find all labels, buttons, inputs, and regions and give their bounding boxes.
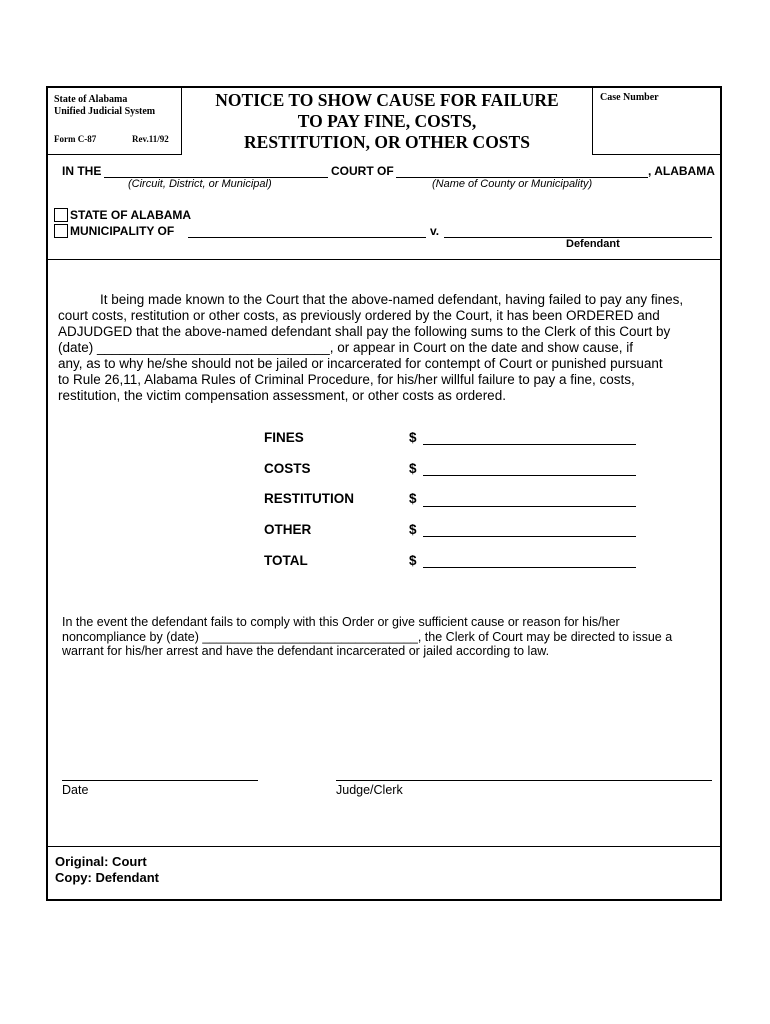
fines-amount-field[interactable]: [423, 444, 636, 445]
title-line-2: TO PAY FINE, COSTS,: [297, 111, 477, 131]
municipality-field[interactable]: [188, 237, 426, 238]
paragraph-line: ADJUDGED that the above-named defendant shall pay the following sums to the Clerk of this Court by: [58, 324, 671, 339]
court-of-label: COURT OF: [331, 164, 394, 178]
notice-paragraph: [62, 615, 722, 659]
header-bottom-rule-right: [592, 154, 720, 155]
paragraph-line: any, as to why he/she should not be jailed or incarcerated for contempt of Court or punished pursuant: [58, 356, 663, 371]
form-revision: Rev.11/92: [132, 134, 169, 144]
title-line-1: NOTICE TO SHOW CAUSE FOR FAILURE: [215, 90, 559, 110]
total-currency: $: [409, 553, 417, 568]
header-bottom-rule: [48, 154, 182, 155]
other-amount-field[interactable]: [423, 536, 636, 537]
other-currency: $: [409, 522, 417, 537]
case-number-label: Case Number: [600, 92, 659, 103]
paragraph-line: (date) _______________________________, or appear in Court on the date and show cause, if: [58, 340, 633, 355]
state-option-label: STATE OF ALABAMA: [70, 208, 192, 222]
notice-line: noncompliance by (date) _______________________________, the Clerk of Court may be directed to issue a: [62, 629, 673, 644]
form-title: [182, 90, 592, 153]
distribution-rule: [48, 846, 720, 847]
case-number-field[interactable]: [596, 108, 716, 150]
paragraph-line: It being made known to the Court that the above-named defendant, having failed to pay any fines,: [100, 292, 684, 307]
total-label: TOTAL: [264, 553, 308, 568]
fines-currency: $: [409, 430, 417, 445]
header-divider-right: [592, 88, 593, 154]
total-amount-field[interactable]: [423, 567, 636, 568]
costs-currency: $: [409, 461, 417, 476]
title-line-3: RESTITUTION, OR OTHER COSTS: [244, 132, 530, 152]
date-label: Date: [62, 783, 89, 797]
agency-line-2: Unified Judicial System: [54, 106, 156, 117]
versus-label: v.: [430, 224, 440, 238]
costs-label: COSTS: [264, 461, 311, 476]
restitution-currency: $: [409, 491, 417, 506]
notice-line: warrant for his/her arrest and have the defendant incarcerated or jailed according to law.: [62, 644, 550, 658]
paragraph-line: court costs, restitution or other costs, as previously ordered by the Court, it has been ORDERED and: [58, 308, 660, 323]
municipality-option-label: MUNICIPALITY OF: [70, 224, 175, 238]
caption-bottom-rule: [48, 259, 720, 260]
court-type-caption: (Circuit, District, or Municipal): [128, 178, 272, 190]
municipality-checkbox[interactable]: [54, 224, 68, 238]
judge-signature-line[interactable]: [336, 780, 712, 781]
county-caption: (Name of County or Municipality): [432, 178, 593, 190]
other-label: OTHER: [264, 522, 312, 537]
date-signature-line[interactable]: [62, 780, 258, 781]
form-number: Form C-87: [54, 134, 97, 144]
alabama-label: , ALABAMA: [648, 164, 715, 178]
copy-distribution: Copy: Defendant: [55, 870, 159, 885]
agency-line-1: State of Alabama: [54, 94, 128, 105]
restitution-label: RESTITUTION: [264, 491, 354, 506]
original-distribution: Original: Court: [55, 854, 147, 869]
defendant-label: Defendant: [566, 238, 620, 250]
state-checkbox[interactable]: [54, 208, 68, 222]
order-paragraph: [58, 292, 723, 404]
in-the-label: IN THE: [62, 164, 102, 178]
paragraph-line: restitution, the victim compensation assessment, or other costs as ordered.: [58, 388, 506, 403]
notice-line: In the event the defendant fails to comply with this Order or give sufficient cause or reason for his/her: [62, 615, 620, 629]
fines-label: FINES: [264, 430, 304, 445]
paragraph-line: to Rule 26,11, Alabama Rules of Criminal Procedure, for his/her willful failure to pay a fine, costs,: [58, 372, 635, 387]
judge-clerk-label: Judge/Clerk: [336, 783, 403, 797]
restitution-amount-field[interactable]: [423, 506, 636, 507]
costs-amount-field[interactable]: [423, 475, 636, 476]
